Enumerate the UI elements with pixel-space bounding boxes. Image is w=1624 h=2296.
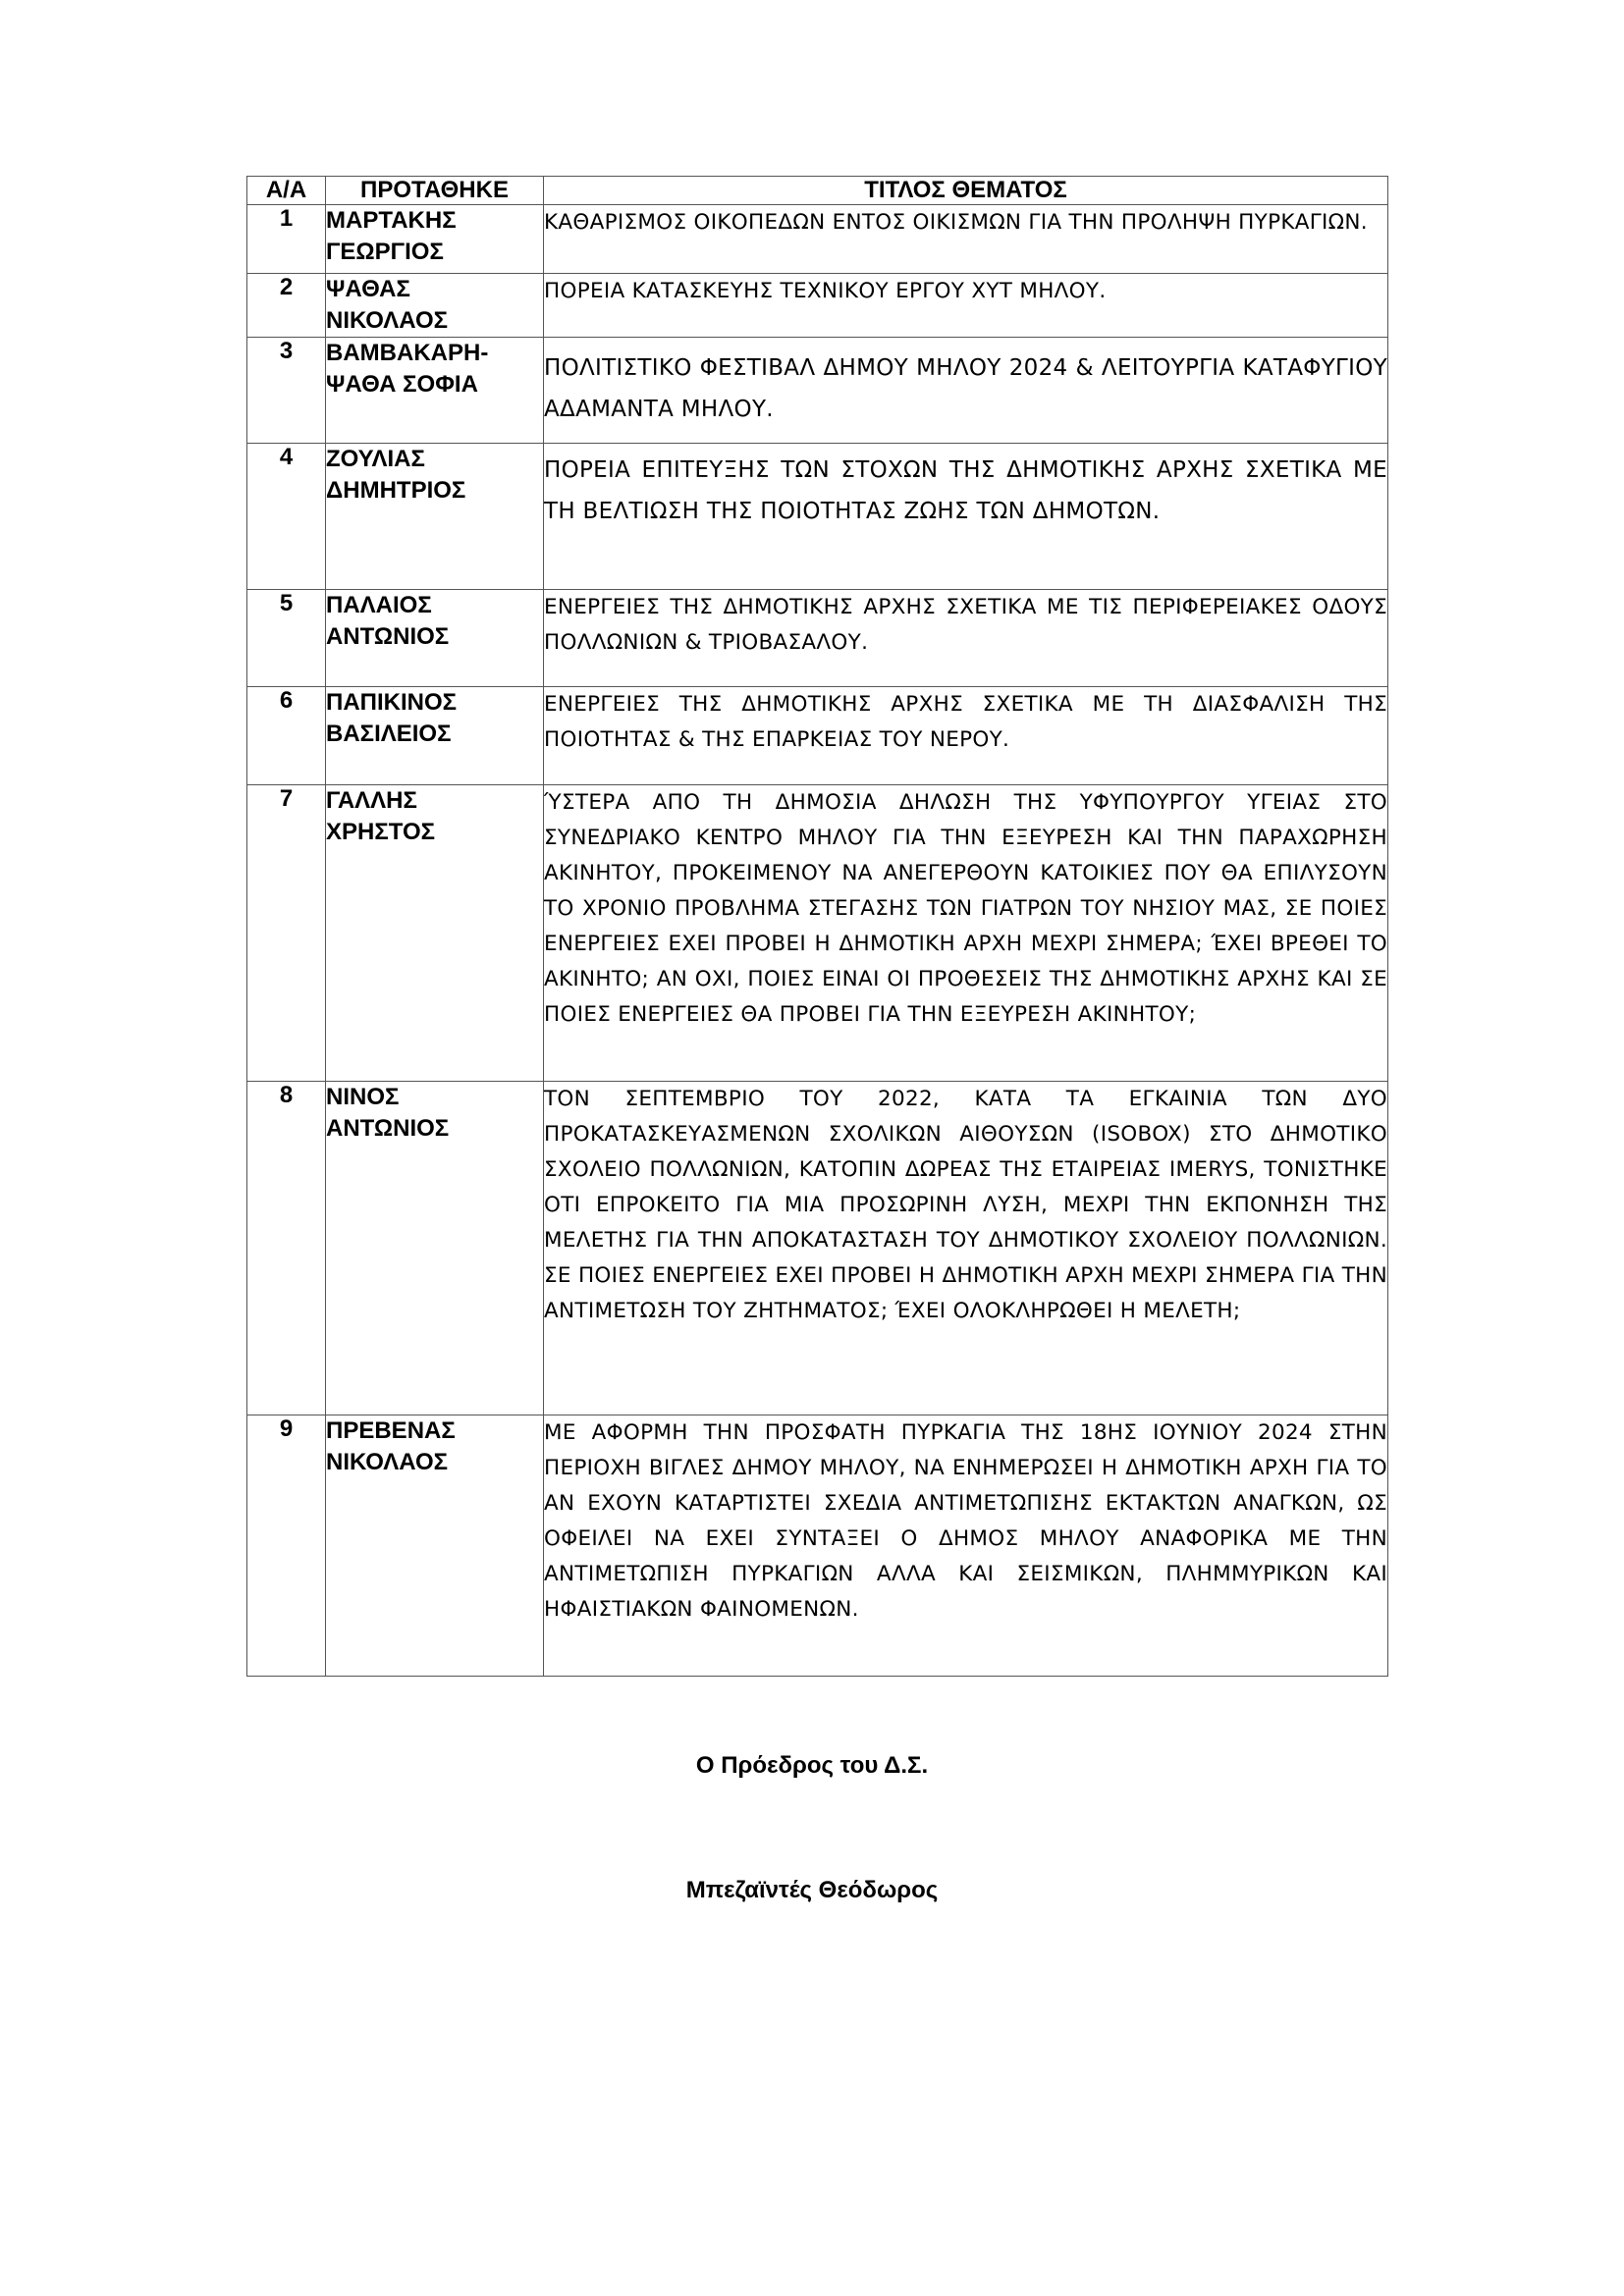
proposer-surname: ΓΑΛΛΗΣ [326, 787, 417, 814]
row-number: 4 [247, 444, 326, 590]
row-number: 8 [247, 1082, 326, 1415]
row-proposer [326, 785, 544, 1082]
row-number: 2 [247, 274, 326, 338]
signature-role: Ο Πρόεδρος του Δ.Σ. [695, 1752, 929, 1779]
proposer-firstname: ΑΝΤΩΝΙΟΣ [326, 1115, 450, 1142]
table-row [247, 274, 1388, 338]
proposer-firstname: ΝΙΚΟΛΑΟΣ [326, 1449, 449, 1475]
row-number: 9 [247, 1415, 326, 1677]
proposer-firstname: ΝΙΚΟΛΑΟΣ [326, 307, 449, 334]
proposer-firstname: ΒΑΣΙΛΕΙΟΣ [326, 721, 452, 747]
row-proposer [326, 205, 544, 274]
row-proposer [326, 274, 544, 338]
row-proposer [326, 1082, 544, 1415]
proposer-surname: ΖΟΥΛΙΑΣ [326, 446, 425, 472]
table-header-row [247, 177, 1388, 205]
row-proposer [326, 590, 544, 687]
table-row [247, 338, 1388, 444]
table-row [247, 785, 1388, 1082]
row-title: ΕΝΕΡΓΕΙΕΣ ΤΗΣ ΔΗΜΟΤΙΚΗΣ ΑΡΧΗΣ ΣΧΕΤΙΚΑ ΜΕ ΤΗ ΔΙΑΣΦΑΛΙΣΗ ΤΗΣ ΠΟΙΟΤΗΤΑΣ & ΤΗΣ ΕΠΑΡΚΕΙΑΣ ΤΟΥ ΝΕΡΟΥ. [544, 687, 1388, 785]
row-number: 6 [247, 687, 326, 785]
header-proposer: ΠΡΟΤΑΘΗΚΕ [326, 177, 544, 205]
proposer-firstname: ΔΗΜΗΤΡΙΟΣ [326, 477, 466, 504]
agenda-table [246, 176, 1388, 1677]
row-proposer [326, 444, 544, 590]
row-title: ΤΟΝ ΣΕΠΤΕΜΒΡΙΟ ΤΟΥ 2022, ΚΑΤΑ ΤΑ ΕΓΚΑΙΝΙΑ ΤΩΝ ΔΥΟ ΠΡΟΚΑΤΑΣΚΕΥΑΣΜΕΝΩΝ ΣΧΟΛΙΚΩΝ ΑΙΘΟΥΣΩΝ (ISOBOX) ΣΤΟ ΔΗΜΟΤΙΚΟ ΣΧΟΛΕΙΟ ΠΟΛΛΩΝΙΩΝ, ΚΑΤΟΠΙΝ ΔΩΡΕΑΣ ΤΗΣ ΕΤΑΙΡΕΙΑΣ IMERYS, ΤΟΝΙΣΤΗΚΕ ΟΤΙ ΕΠΡΟΚΕΙΤΟ ΓΙΑ ΜΙΑ ΠΡΟΣΩΡΙΝΗ ΛΥΣΗ, ΜΕΧΡΙ ΤΗΝ ΕΚΠΟΝΗΣΗ ΤΗΣ ΜΕΛΕΤΗΣ ΓΙΑ ΤΗΝ ΑΠΟΚΑΤΑΣΤΑΣΗ ΤΟΥ ΔΗΜΟΤΙΚΟΥ ΣΧΟΛΕΙΟΥ ΠΟΛΛΩΝΙΩΝ. ΣΕ ΠΟΙΕΣ ΕΝΕΡΓΕΙΕΣ ΕΧΕΙ ΠΡΟΒΕΙ Η ΔΗΜΟΤΙΚΗ ΑΡΧΗ ΜΕΧΡΙ ΣΗΜΕΡΑ ΓΙΑ ΤΗΝ ΑΝΤΙΜΕΤΩΣΗ ΤΟΥ ΖΗΤΗΜΑΤΟΣ; ΈΧΕΙ ΟΛΟΚΛΗΡΩΘΕΙ Η ΜΕΛΕΤΗ; [544, 1082, 1388, 1415]
row-number: 1 [247, 205, 326, 274]
proposer-firstname: ΨΑΘΑ ΣΟΦΙΑ [326, 371, 478, 398]
row-title: ΕΝΕΡΓΕΙΕΣ ΤΗΣ ΔΗΜΟΤΙΚΗΣ ΑΡΧΗΣ ΣΧΕΤΙΚΑ ΜΕ ΤΙΣ ΠΕΡΙΦΕΡΕΙΑΚΕΣ ΟΔΟΥΣ ΠΟΛΛΩΝΙΩΝ & ΤΡΙΟΒΑΣΑΛΟΥ. [544, 590, 1388, 687]
row-proposer [326, 687, 544, 785]
proposer-firstname: ΑΝΤΩΝΙΟΣ [326, 623, 450, 650]
agenda-page [246, 176, 1387, 1677]
row-title: ΜΕ ΑΦΟΡΜΗ ΤΗΝ ΠΡΟΣΦΑΤΗ ΠΥΡΚΑΓΙΑ ΤΗΣ 18ΗΣ ΙΟΥΝΙΟΥ 2024 ΣΤΗΝ ΠΕΡΙΟΧΗ ΒΙΓΛΕΣ ΔΗΜΟΥ ΜΗΛΟΥ, ΝΑ ΕΝΗΜΕΡΩΣΕΙ Η ΔΗΜΟΤΙΚΗ ΑΡΧΗ ΓΙΑ ΤΟ ΑΝ ΕΧΟΥΝ ΚΑΤΑΡΤΙΣΤΕΙ ΣΧΕΔΙΑ ΑΝΤΙΜΕΤΩΠΙΣΗΣ ΕΚΤΑΚΤΩΝ ΑΝΑΓΚΩΝ, ΩΣ ΟΦΕΙΛΕΙ ΝΑ ΕΧΕΙ ΣΥΝΤΑΞΕΙ Ο ΔΗΜΟΣ ΜΗΛΟΥ ΑΝΑΦΟΡΙΚΑ ΜΕ ΤΗΝ ΑΝΤΙΜΕΤΩΠΙΣΗ ΠΥΡΚΑΓΙΩΝ ΑΛΛΑ ΚΑΙ ΣΕΙΣΜΙΚΩΝ, ΠΛΗΜΜΥΡΙΚΩΝ ΚΑΙ ΗΦΑΙΣΤΙΑΚΩΝ ΦΑΙΝΟΜΕΝΩΝ. [544, 1415, 1388, 1677]
proposer-firstname: ΓΕΩΡΓΙΟΣ [326, 239, 444, 265]
row-title: ΠΟΡΕΙΑ ΚΑΤΑΣΚΕΥΗΣ ΤΕΧΝΙΚΟΥ ΕΡΓΟΥ ΧΥΤ ΜΗΛΟΥ. [544, 274, 1388, 338]
proposer-surname: ΨΑΘΑΣ [326, 276, 410, 302]
table-row [247, 590, 1388, 687]
table-row [247, 444, 1388, 590]
row-proposer [326, 1415, 544, 1677]
table-row [247, 1415, 1388, 1677]
proposer-firstname: ΧΡΗΣΤΟΣ [326, 819, 436, 845]
table-row [247, 1082, 1388, 1415]
header-number: Α/Α [247, 177, 326, 205]
row-number: 5 [247, 590, 326, 687]
proposer-surname: ΜΑΡΤΑΚΗΣ [326, 207, 457, 234]
proposer-surname: ΠΑΛΑΙΟΣ [326, 592, 432, 618]
proposer-surname: ΝΙΝΟΣ [326, 1084, 400, 1110]
row-proposer [326, 338, 544, 444]
proposer-surname: ΠΑΠΙΚΙΝΟΣ [326, 689, 458, 716]
row-title: ΠΟΡΕΙΑ ΕΠΙΤΕΥΞΗΣ ΤΩΝ ΣΤΟΧΩΝ ΤΗΣ ΔΗΜΟΤΙΚΗΣ ΑΡΧΗΣ ΣΧΕΤΙΚΑ ΜΕ ΤΗ ΒΕΛΤΙΩΣΗ ΤΗΣ ΠΟΙΟΤΗΤΑΣ ΖΩΗΣ ΤΩΝ ΔΗΜΟΤΩΝ. [544, 444, 1388, 590]
row-number: 3 [247, 338, 326, 444]
row-title: ΎΣΤΕΡΑ ΑΠΟ ΤΗ ΔΗΜΟΣΙΑ ΔΗΛΩΣΗ ΤΗΣ ΥΦΥΠΟΥΡΓΟΥ ΥΓΕΙΑΣ ΣΤΟ ΣΥΝΕΔΡΙΑΚΟ ΚΕΝΤΡΟ ΜΗΛΟΥ ΓΙΑ ΤΗΝ ΕΞΕΥΡΕΣΗ ΚΑΙ ΤΗΝ ΠΑΡΑΧΩΡΗΣΗ ΑΚΙΝΗΤΟΥ, ΠΡΟΚΕΙΜΕΝΟΥ ΝΑ ΑΝΕΓΕΡΘΟΥΝ ΚΑΤΟΙΚΙΕΣ ΠΟΥ ΘΑ ΕΠΙΛΥΣΟΥΝ ΤΟ ΧΡΟΝΙΟ ΠΡΟΒΛΗΜΑ ΣΤΕΓΑΣΗΣ ΤΩΝ ΓΙΑΤΡΩΝ ΤΟΥ ΝΗΣΙΟΥ ΜΑΣ, ΣΕ ΠΟΙΕΣ ΕΝΕΡΓΕΙΕΣ ΕΧΕΙ ΠΡΟΒΕΙ Η ΔΗΜΟΤΙΚΗ ΑΡΧΗ ΜΕΧΡΙ ΣΗΜΕΡΑ; ΈΧΕΙ ΒΡΕΘΕΙ ΤΟ ΑΚΙΝΗΤΟ; ΑΝ ΟΧΙ, ΠΟΙΕΣ ΕΙΝΑΙ ΟΙ ΠΡΟΘΕΣΕΙΣ ΤΗΣ ΔΗΜΟΤΙΚΗΣ ΑΡΧΗΣ ΚΑΙ ΣΕ ΠΟΙΕΣ ΕΝΕΡΓΕΙΕΣ ΘΑ ΠΡΟΒΕΙ ΓΙΑ ΤΗΝ ΕΞΕΥΡΕΣΗ ΑΚΙΝΗΤΟΥ; [544, 785, 1388, 1082]
proposer-surname: ΠΡΕΒΕΝΑΣ [326, 1417, 456, 1444]
table-row [247, 205, 1388, 274]
row-title: ΠΟΛΙΤΙΣΤΙΚΟ ΦΕΣΤΙΒΑΛ ΔΗΜΟΥ ΜΗΛΟΥ 2024 & ΛΕΙΤΟΥΡΓΙΑ ΚΑΤΑΦΥΓΙΟΥ ΑΔΑΜΑΝΤΑ ΜΗΛΟΥ. [544, 338, 1388, 444]
row-number: 7 [247, 785, 326, 1082]
header-title: ΤΙΤΛΟΣ ΘΕΜΑΤΟΣ [544, 177, 1388, 205]
table-row [247, 687, 1388, 785]
proposer-surname: ΒΑΜΒΑΚΑΡΗ- [326, 340, 489, 366]
row-title: ΚΑΘΑΡΙΣΜΟΣ ΟΙΚΟΠΕΔΩΝ ΕΝΤΟΣ ΟΙΚΙΣΜΩΝ ΓΙΑ ΤΗΝ ΠΡΟΛΗΨΗ ΠΥΡΚΑΓΙΩΝ. [544, 205, 1388, 274]
signature-name: Μπεζαϊντές Θεόδωρος [685, 1877, 939, 1903]
